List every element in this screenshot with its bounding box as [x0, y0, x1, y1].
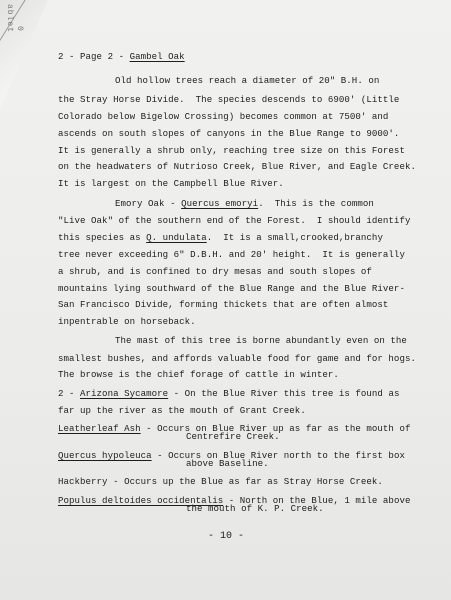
text-segment: inpentrable on horseback.: [58, 316, 196, 327]
underlined-term: Leatherleaf Ash: [58, 423, 141, 434]
text-line: [186, 503, 324, 514]
text-segment: on the headwaters of Nutrioso Creek, Blue River, and Eagle Creek.: [58, 161, 416, 172]
text-line: [58, 388, 399, 399]
text-line: [58, 266, 372, 277]
text-segment: It is generally a shrub only, reaching tree size on this Forest: [58, 145, 405, 156]
margin-note: ablet: [5, 4, 14, 34]
text-line: [58, 249, 405, 260]
text-line: [58, 178, 284, 189]
underlined-term: Populus deltoides occidentalis: [58, 495, 224, 506]
text-line: [58, 111, 388, 122]
text-segment: mountains lying southward of the Blue Range and the Blue River-: [58, 283, 405, 294]
underlined-term: Q. undulata: [146, 232, 207, 243]
text-segment: It is largest on the Campbell Blue River.: [58, 178, 284, 189]
text-segment: The browse is the chief forage of cattle in winter.: [58, 369, 339, 380]
underlined-term: Quercus emoryi: [181, 198, 259, 209]
underlined-term: Arizona Sycamore: [80, 388, 169, 399]
text-line: [58, 94, 399, 105]
text-segment: Centrefire Creek.: [186, 431, 280, 442]
text-segment: the Stray Horse Divide. The species descends to 6900' (Little: [58, 94, 400, 105]
text-line: [186, 458, 269, 469]
text-line: [115, 198, 374, 209]
underlined-term: Quercus hypoleuca: [58, 450, 152, 461]
text-segment: The mast of this tree is borne abundantly even on the: [115, 335, 407, 346]
page-number: - 10 -: [208, 531, 245, 542]
text-line: [115, 335, 407, 346]
text-line: [58, 405, 306, 416]
text-line: [58, 161, 416, 172]
text-segment: the mouth of K. P. Creek.: [186, 503, 324, 514]
text-line: [58, 299, 388, 310]
text-segment: San Francisco Divide, forming thickets that are often almost: [58, 299, 389, 310]
text-line: [58, 476, 383, 487]
text-segment: . It is a small,crooked,branchy: [206, 232, 383, 243]
text-segment: - Occurs on Blue River up as far as the mouth of: [140, 423, 411, 434]
text-line: [58, 232, 383, 243]
text-line: [58, 283, 405, 294]
text-segment: ascends on south slopes of canyons in the Blue Range to 9000'.: [58, 128, 400, 139]
text-segment: tree never exceeding 6" D.B.H. and 20' height. It is generally: [58, 249, 405, 260]
text-segment: Colorado below Bigelow Crossing) becomes common at 7500' and: [58, 111, 389, 122]
margin-number: 0: [15, 26, 24, 32]
text-segment: - North on the Blue, 1 mile above: [223, 495, 411, 506]
text-segment: 2 -: [58, 388, 81, 399]
text-segment: above Baseline.: [186, 458, 269, 469]
text-segment: 2 - Page 2 -: [58, 51, 130, 62]
text-line: [58, 369, 339, 380]
text-segment: "Live Oak" of the southern end of the Forest. I should identify: [58, 215, 411, 226]
text-segment: Hackberry - Occurs up the Blue as far as Stray Horse Creek.: [58, 476, 383, 487]
text-line: [58, 51, 185, 62]
text-line: [58, 353, 416, 364]
text-segment: - On the Blue River this tree is found as: [168, 388, 400, 399]
text-segment: smallest bushes, and affords valuable food for game and for hogs.: [58, 353, 416, 364]
underlined-term: Gambel Oak: [129, 51, 185, 62]
text-segment: this species as: [58, 232, 147, 243]
text-line: [58, 128, 399, 139]
text-segment: far up the river as the mouth of Grant Creek.: [58, 405, 306, 416]
text-line: [58, 145, 405, 156]
text-segment: - Occurs on Blue River north to the first box: [151, 450, 405, 461]
text-segment: . This is the common: [258, 198, 374, 209]
text-segment: Old hollow trees reach a diameter of 20" B.H. on: [115, 75, 380, 86]
text-line: [58, 316, 196, 327]
text-segment: a shrub, and is confined to dry mesas and south slopes of: [58, 266, 372, 277]
text-segment: Emory Oak -: [115, 198, 182, 209]
text-line: [186, 431, 280, 442]
text-line: [115, 75, 379, 86]
text-line: [58, 215, 410, 226]
